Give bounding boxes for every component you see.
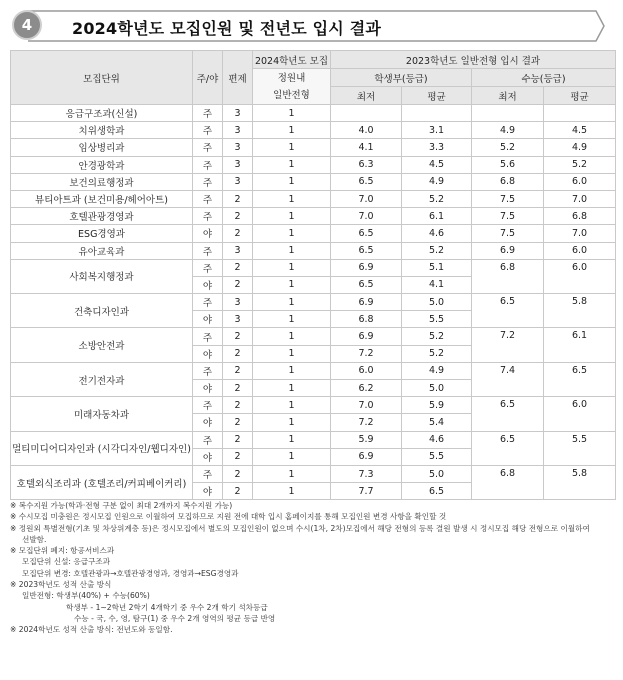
count-cell: 1 [253, 259, 331, 276]
count-cell: 1 [253, 208, 331, 225]
day-night-cell: 야 [193, 345, 223, 362]
school-avg-cell: 5.0 [402, 380, 472, 397]
csat-min-cell: 6.5 [472, 397, 544, 431]
quota-cell: 2 [223, 328, 253, 345]
header-school-avg: 평균 [402, 87, 472, 105]
csat-min-cell: 4.9 [472, 122, 544, 139]
school-min-cell: 6.5 [331, 242, 402, 259]
count-cell: 1 [253, 225, 331, 242]
count-cell: 1 [253, 173, 331, 190]
school-avg-cell: 5.2 [402, 345, 472, 362]
table-row [11, 208, 616, 225]
csat-avg-cell: 7.0 [544, 190, 616, 207]
day-night-cell: 주 [193, 431, 223, 448]
school-avg-cell: 5.0 [402, 294, 472, 311]
note-unit-closed: ※ 모집단위 폐지: 항공서비스과 [10, 546, 115, 556]
school-avg-cell: 3.3 [402, 139, 472, 156]
csat-min-cell: 6.8 [472, 465, 544, 499]
section-number: 4 [21, 16, 33, 34]
school-avg-cell: 5.5 [402, 311, 472, 328]
csat-min-cell: 7.4 [472, 362, 544, 396]
day-night-cell: 주 [193, 173, 223, 190]
note-2023-csat: 수능 - 국, 수, 영, 탐구(1) 중 우수 2개 영역의 평균 등급 반영 [74, 613, 276, 623]
school-min-cell: 6.5 [331, 276, 402, 293]
school-avg-cell: 5.5 [402, 448, 472, 465]
count-cell: 1 [253, 190, 331, 207]
school-avg-cell: 5.9 [402, 397, 472, 414]
admission-results-table [10, 50, 616, 500]
csat-min-cell: 7.5 [472, 208, 544, 225]
table-row [11, 105, 616, 122]
school-avg-cell: 3.1 [402, 122, 472, 139]
day-night-cell: 주 [193, 465, 223, 482]
csat-avg-cell: 7.0 [544, 225, 616, 242]
csat-avg-cell: 6.0 [544, 259, 616, 293]
unit-cell: 보건의료행정과 [11, 173, 193, 190]
quota-cell: 3 [223, 311, 253, 328]
section-banner [10, 8, 606, 44]
csat-avg-cell: 5.8 [544, 294, 616, 328]
csat-avg-cell: 6.0 [544, 242, 616, 259]
school-avg-cell: 6.1 [402, 208, 472, 225]
table-row [11, 259, 616, 276]
school-min-cell: 6.2 [331, 380, 402, 397]
csat-min-cell: 6.8 [472, 259, 544, 293]
count-cell: 1 [253, 156, 331, 173]
school-min-cell: 7.2 [331, 414, 402, 431]
csat-avg-cell [544, 105, 616, 122]
quota-cell: 2 [223, 465, 253, 482]
note-carryover: ※ 수시모집 미충원은 정시모집 인원으로 이월하여 모집하므로 지원 전에 대학 입시 홈페이지를 통해 모집인원 변경 사항을 확인할 것 [10, 512, 447, 522]
day-night-cell: 주 [193, 259, 223, 276]
quota-cell: 2 [223, 276, 253, 293]
quota-cell: 2 [223, 483, 253, 500]
school-min-cell: 7.7 [331, 483, 402, 500]
day-night-cell: 야 [193, 414, 223, 431]
note-2023-method: ※ 2023학년도 성적 산출 방식 [10, 580, 112, 590]
header-day-night: 주/야 [193, 51, 223, 105]
footnotes [10, 500, 616, 636]
header-2024: 2024학년도 모집 [253, 51, 331, 69]
csat-avg-cell: 6.0 [544, 173, 616, 190]
csat-min-cell: 5.6 [472, 156, 544, 173]
school-avg-cell: 5.0 [402, 465, 472, 482]
day-night-cell: 야 [193, 483, 223, 500]
school-min-cell: 4.1 [331, 139, 402, 156]
csat-min-cell: 5.2 [472, 139, 544, 156]
count-cell: 1 [253, 294, 331, 311]
school-min-cell: 4.0 [331, 122, 402, 139]
count-cell: 1 [253, 276, 331, 293]
table-row [11, 139, 616, 156]
unit-cell: 임상병리과 [11, 139, 193, 156]
csat-avg-cell: 5.8 [544, 465, 616, 499]
table-row [11, 328, 616, 345]
quota-cell: 3 [223, 122, 253, 139]
day-night-cell: 주 [193, 242, 223, 259]
unit-cell: 유아교육과 [11, 242, 193, 259]
note-unit-new: 모집단위 신설: 응급구조과 [22, 557, 111, 567]
school-min-cell: 7.0 [331, 208, 402, 225]
day-night-cell: 야 [193, 276, 223, 293]
quota-cell: 2 [223, 414, 253, 431]
count-cell: 1 [253, 448, 331, 465]
school-avg-cell: 6.5 [402, 483, 472, 500]
quota-cell: 2 [223, 362, 253, 379]
table-row [11, 173, 616, 190]
school-avg-cell: 5.2 [402, 242, 472, 259]
table-row [11, 156, 616, 173]
count-cell: 1 [253, 328, 331, 345]
table-row [11, 397, 616, 414]
csat-min-cell: 7.5 [472, 225, 544, 242]
school-avg-cell: 4.9 [402, 173, 472, 190]
unit-cell: 응급구조과(신설) [11, 105, 193, 122]
header-csat-avg: 평균 [544, 87, 616, 105]
csat-avg-cell: 4.9 [544, 139, 616, 156]
school-min-cell: 7.0 [331, 190, 402, 207]
day-night-cell: 주 [193, 208, 223, 225]
school-min-cell: 6.5 [331, 225, 402, 242]
count-cell: 1 [253, 345, 331, 362]
quota-cell: 3 [223, 294, 253, 311]
quota-cell: 2 [223, 397, 253, 414]
quota-cell: 2 [223, 190, 253, 207]
school-avg-cell: 4.6 [402, 225, 472, 242]
school-min-cell: 7.0 [331, 397, 402, 414]
table-row [11, 465, 616, 482]
quota-cell: 3 [223, 105, 253, 122]
unit-cell: 사회복지행정과 [11, 259, 193, 293]
note-2023-school: 학생부 - 1~2학년 2학기 4개학기 중 우수 2개 학기 석차등급 [66, 602, 268, 612]
count-cell: 1 [253, 397, 331, 414]
csat-avg-cell: 5.2 [544, 156, 616, 173]
school-avg-cell: 5.2 [402, 328, 472, 345]
school-min-cell: 5.9 [331, 431, 402, 448]
day-night-cell: 주 [193, 156, 223, 173]
school-min-cell: 7.2 [331, 345, 402, 362]
csat-min-cell: 6.5 [472, 431, 544, 465]
unit-cell: 전기전자과 [11, 362, 193, 396]
table-row [11, 225, 616, 242]
count-cell: 1 [253, 414, 331, 431]
day-night-cell: 야 [193, 311, 223, 328]
unit-cell: 호텔관광경영과 [11, 208, 193, 225]
day-night-cell: 야 [193, 448, 223, 465]
unit-cell: 호텔외식조리과 (호텔조리/커피베이커리) [11, 465, 193, 499]
unit-cell: 안경광학과 [11, 156, 193, 173]
csat-avg-cell: 6.8 [544, 208, 616, 225]
table-row [11, 294, 616, 311]
school-avg-cell: 5.4 [402, 414, 472, 431]
count-cell: 1 [253, 431, 331, 448]
csat-min-cell [472, 105, 544, 122]
school-min-cell: 6.9 [331, 328, 402, 345]
count-cell: 1 [253, 139, 331, 156]
day-night-cell: 주 [193, 294, 223, 311]
day-night-cell: 야 [193, 380, 223, 397]
school-min-cell: 7.3 [331, 465, 402, 482]
note-2023-general: 일반전형: 학생부(40%) + 수능(60%) [22, 591, 150, 601]
count-cell: 1 [253, 483, 331, 500]
table-row [11, 362, 616, 379]
day-night-cell: 주 [193, 397, 223, 414]
day-night-cell: 주 [193, 122, 223, 139]
day-night-cell: 주 [193, 190, 223, 207]
header-csat: 수능(등급) [472, 69, 616, 87]
header-unit: 모집단위 [11, 51, 193, 105]
school-avg-cell: 5.2 [402, 190, 472, 207]
csat-min-cell: 7.5 [472, 190, 544, 207]
quota-cell: 2 [223, 208, 253, 225]
school-min-cell: 6.9 [331, 259, 402, 276]
note-unit-renamed: 모집단위 변경: 호텔관광과→호텔관광경영과, 경영과→ESG경영과 [22, 568, 239, 578]
table-row [11, 190, 616, 207]
header-school: 학생부(등급) [331, 69, 472, 87]
unit-cell: 멀티미디어디자인과 (시각디자인/웹디자인) [11, 431, 193, 465]
count-cell: 1 [253, 311, 331, 328]
school-min-cell: 6.9 [331, 448, 402, 465]
school-avg-cell: 4.1 [402, 276, 472, 293]
school-min-cell: 6.0 [331, 362, 402, 379]
quota-cell: 2 [223, 259, 253, 276]
school-avg-cell: 4.5 [402, 156, 472, 173]
quota-cell: 3 [223, 242, 253, 259]
csat-avg-cell: 6.0 [544, 397, 616, 431]
note-special-admission: ※ 정원외 특별전형(기초 및 차상위계층 등)은 정시모집에서 별도의 모집인원이 없으며 수시(1차, 2차)모집에서 해당 전형의 등록 결원 발생 시 정시모집 해당 전형으로 이월하여 [10, 523, 590, 533]
note-2024-method: ※ 2024학년도 성적 산출 방식: 전년도와 동일함. [10, 625, 173, 635]
unit-cell: ESG경영과 [11, 225, 193, 242]
csat-avg-cell: 4.5 [544, 122, 616, 139]
section-number-badge [12, 10, 42, 40]
quota-cell: 3 [223, 139, 253, 156]
quota-cell: 2 [223, 448, 253, 465]
school-min-cell [331, 105, 402, 122]
quota-cell: 3 [223, 156, 253, 173]
unit-cell: 뷰티아트과 (보건미용/헤어아트) [11, 190, 193, 207]
header-quota: 편제 [223, 51, 253, 105]
school-min-cell: 6.3 [331, 156, 402, 173]
school-min-cell: 6.9 [331, 294, 402, 311]
note-special-admission-cont: 선발함. [22, 534, 47, 544]
header-csat-min: 최저 [472, 87, 544, 105]
count-cell: 1 [253, 242, 331, 259]
unit-cell: 건축디자인과 [11, 294, 193, 328]
section-title: 2024학년도 모집인원 및 전년도 입시 결과 [72, 19, 382, 38]
day-night-cell: 주 [193, 328, 223, 345]
header-2024-sub1: 정원내 [277, 72, 306, 84]
school-avg-cell: 4.6 [402, 431, 472, 448]
count-cell: 1 [253, 380, 331, 397]
header-2024-sub [253, 69, 331, 105]
quota-cell: 2 [223, 225, 253, 242]
header-2024-sub2: 일반전형 [273, 89, 310, 101]
day-night-cell: 주 [193, 105, 223, 122]
table-row [11, 431, 616, 448]
table-row [11, 122, 616, 139]
unit-cell: 치위생학과 [11, 122, 193, 139]
school-avg-cell: 4.9 [402, 362, 472, 379]
csat-avg-cell: 5.5 [544, 431, 616, 465]
day-night-cell: 주 [193, 139, 223, 156]
csat-min-cell: 6.8 [472, 173, 544, 190]
quota-cell: 3 [223, 173, 253, 190]
school-min-cell: 6.8 [331, 311, 402, 328]
csat-min-cell: 7.2 [472, 328, 544, 362]
quota-cell: 2 [223, 431, 253, 448]
count-cell: 1 [253, 122, 331, 139]
unit-cell: 미래자동차과 [11, 397, 193, 431]
csat-min-cell: 6.5 [472, 294, 544, 328]
school-avg-cell: 5.1 [402, 259, 472, 276]
day-night-cell: 주 [193, 362, 223, 379]
school-min-cell: 6.5 [331, 173, 402, 190]
header-school-min: 최저 [331, 87, 402, 105]
table-row [11, 242, 616, 259]
csat-avg-cell: 6.1 [544, 328, 616, 362]
csat-min-cell: 6.9 [472, 242, 544, 259]
quota-cell: 2 [223, 345, 253, 362]
school-avg-cell [402, 105, 472, 122]
unit-cell: 소방안전과 [11, 328, 193, 362]
count-cell: 1 [253, 362, 331, 379]
note-multiple-apply: ※ 복수지원 가능(학과·전형 구분 없이 최대 2개까지 복수지원 가능) [10, 501, 233, 510]
day-night-cell: 야 [193, 225, 223, 242]
csat-avg-cell: 6.5 [544, 362, 616, 396]
table-body [11, 105, 616, 500]
header-2023: 2023학년도 일반전형 입시 결과 [331, 51, 616, 69]
quota-cell: 2 [223, 380, 253, 397]
count-cell: 1 [253, 105, 331, 122]
count-cell: 1 [253, 465, 331, 482]
